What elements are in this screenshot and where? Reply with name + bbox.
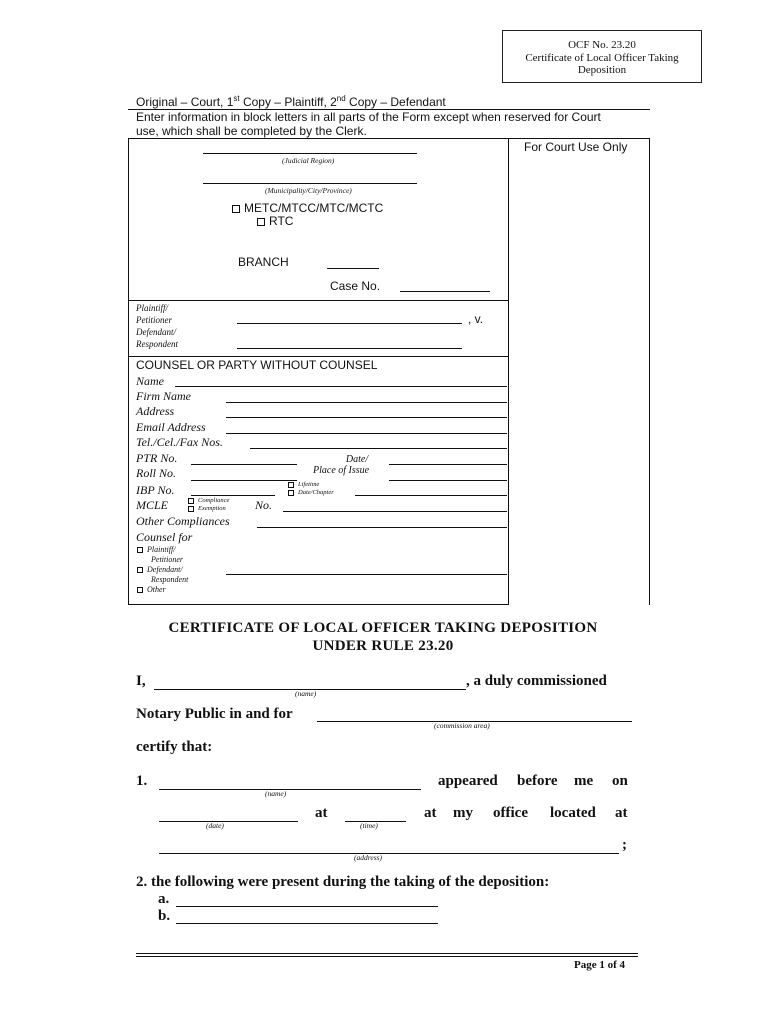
date-place-label: Date/: [345, 454, 369, 465]
notary-text: Notary Public in and for: [136, 706, 293, 722]
mcle-label: MCLE: [136, 498, 169, 512]
time-hint: (time): [360, 821, 378, 830]
checkbox-icon[interactable]: [137, 587, 143, 593]
checkbox-icon[interactable]: [137, 567, 143, 573]
firm-field[interactable]: [226, 402, 507, 403]
tel-label: Tel./Cel./Fax Nos.: [136, 435, 223, 449]
court-use-label: For Court Use Only: [524, 140, 628, 154]
ibp-field[interactable]: [191, 495, 275, 496]
located-word: located: [550, 805, 596, 821]
appearer-name-field[interactable]: [159, 789, 421, 790]
my-word: my: [453, 805, 473, 821]
ptr-label: PTR No.: [136, 451, 178, 465]
firm-label: Firm Name: [136, 389, 191, 403]
other-compliances-field[interactable]: [257, 527, 507, 528]
item-a-label: a.: [158, 891, 170, 907]
checkbox-icon[interactable]: [137, 547, 143, 553]
ibp-date-field[interactable]: [355, 495, 507, 496]
checkbox-icon[interactable]: [188, 506, 194, 512]
counsel-for-label: Counsel for: [136, 530, 193, 544]
before-word: before: [517, 773, 558, 789]
mcle-field[interactable]: [283, 511, 507, 512]
counsel-for-options: Plaintiff/ Petitioner Defendant/ Respondent Other: [137, 545, 188, 595]
case-no-field[interactable]: [400, 291, 490, 292]
other-compliances-label: Other Compliances: [136, 514, 230, 528]
certificate-title: CERTIFICATE OF LOCAL OFFICER TAKING DEPOSITION: [168, 620, 598, 636]
plaintiff-field[interactable]: [237, 323, 462, 324]
divider: [128, 356, 509, 357]
address-label: Address: [136, 404, 175, 418]
ptr-field[interactable]: [191, 464, 297, 465]
checkbox-icon[interactable]: [257, 218, 265, 226]
counsel-header: COUNSEL OR PARTY WITHOUT COUNSEL: [136, 358, 378, 372]
court-option-rtc[interactable]: RTC: [257, 214, 293, 228]
on-word: on: [612, 773, 628, 789]
checkbox-icon[interactable]: [288, 490, 294, 496]
instructions: Enter information in block letters in all parts of the Form except when reserved for Court use, which shall be completed by the Clerk.: [136, 110, 601, 138]
divider: [128, 300, 509, 301]
item1-number: 1.: [136, 773, 148, 789]
at-word: at: [424, 805, 437, 821]
commissioned-text: , a duly commissioned: [466, 673, 607, 689]
name-field[interactable]: [175, 386, 507, 387]
versus-label: , v.: [468, 312, 484, 326]
name-label: Name: [136, 374, 164, 388]
office-word: office: [493, 805, 528, 821]
date-hint: (date): [206, 821, 224, 830]
form-title-line2: Deposition: [577, 64, 627, 76]
address-field[interactable]: [226, 417, 507, 418]
branch-field[interactable]: [327, 268, 379, 269]
court-option-metc[interactable]: METC/MTCC/MTC/MCTC: [232, 201, 383, 215]
municipality-field[interactable]: [203, 183, 417, 184]
form-number-box: [502, 30, 702, 83]
appearer-name-hint: (name): [265, 789, 287, 798]
item-b-label: b.: [158, 908, 171, 924]
address-hint: (address): [354, 853, 383, 862]
place-field[interactable]: [389, 480, 507, 481]
roll-field[interactable]: [191, 480, 297, 481]
i-label: I,: [136, 673, 146, 689]
municipality-hint: (Municipality/City/Province): [265, 186, 352, 195]
counsel-for-field[interactable]: [226, 574, 507, 575]
certificate-subtitle: UNDER RULE 23.20: [312, 638, 454, 654]
tel-field[interactable]: [250, 448, 507, 449]
attendee-b-field[interactable]: [176, 923, 438, 924]
email-field[interactable]: [226, 433, 507, 434]
appeared-word: appeared: [438, 773, 498, 789]
ibp-label: IBP No.: [136, 483, 175, 497]
semicolon: ;: [622, 837, 627, 853]
place-of-issue-label: Place of Issue: [313, 465, 370, 476]
footer-rule: [136, 953, 638, 954]
item2-text: 2. the following were present during the taking of the deposition:: [136, 874, 550, 890]
parties-labels: Plaintiff/ Petitioner Defendant/ Respondent: [136, 303, 178, 349]
right-border: [649, 138, 650, 605]
page-number: Page 1 of 4: [574, 959, 626, 971]
email-label: Email Address: [136, 420, 206, 434]
attendee-a-field[interactable]: [176, 906, 438, 907]
roll-label: Roll No.: [136, 466, 177, 480]
checkbox-icon[interactable]: [232, 205, 240, 213]
me-word: me: [574, 773, 594, 789]
date-field[interactable]: [159, 821, 298, 822]
judicial-region-field[interactable]: [203, 153, 417, 154]
checkbox-icon[interactable]: [288, 482, 294, 488]
commission-hint: (commission area): [434, 721, 490, 730]
copy-distribution: Original – Court, 1st Copy – Plaintiff, 2nd Copy – Defendant: [136, 94, 446, 109]
footer-rule: [136, 956, 638, 957]
at-word: at: [315, 805, 328, 821]
mcle-options: Compliance Exemption: [188, 497, 229, 513]
office-address-field[interactable]: [159, 853, 619, 854]
judicial-region-hint: (Judicial Region): [282, 156, 335, 165]
form-title-line1: Certificate of Local Officer Taking: [525, 51, 679, 64]
case-no-label: Case No.: [330, 279, 381, 293]
name-hint: (name): [295, 689, 317, 698]
certify-text: certify that:: [136, 739, 213, 755]
ptr-date-field[interactable]: [389, 464, 507, 465]
checkbox-icon[interactable]: [188, 498, 194, 504]
mcle-no-label: No.: [255, 498, 273, 512]
defendant-field[interactable]: [237, 348, 462, 349]
form-number: OCF No. 23.20: [568, 39, 636, 51]
ibp-options: Lifetime Date/Chapter: [288, 481, 334, 497]
branch-label: BRANCH: [238, 255, 289, 269]
at-word: at: [615, 805, 628, 821]
